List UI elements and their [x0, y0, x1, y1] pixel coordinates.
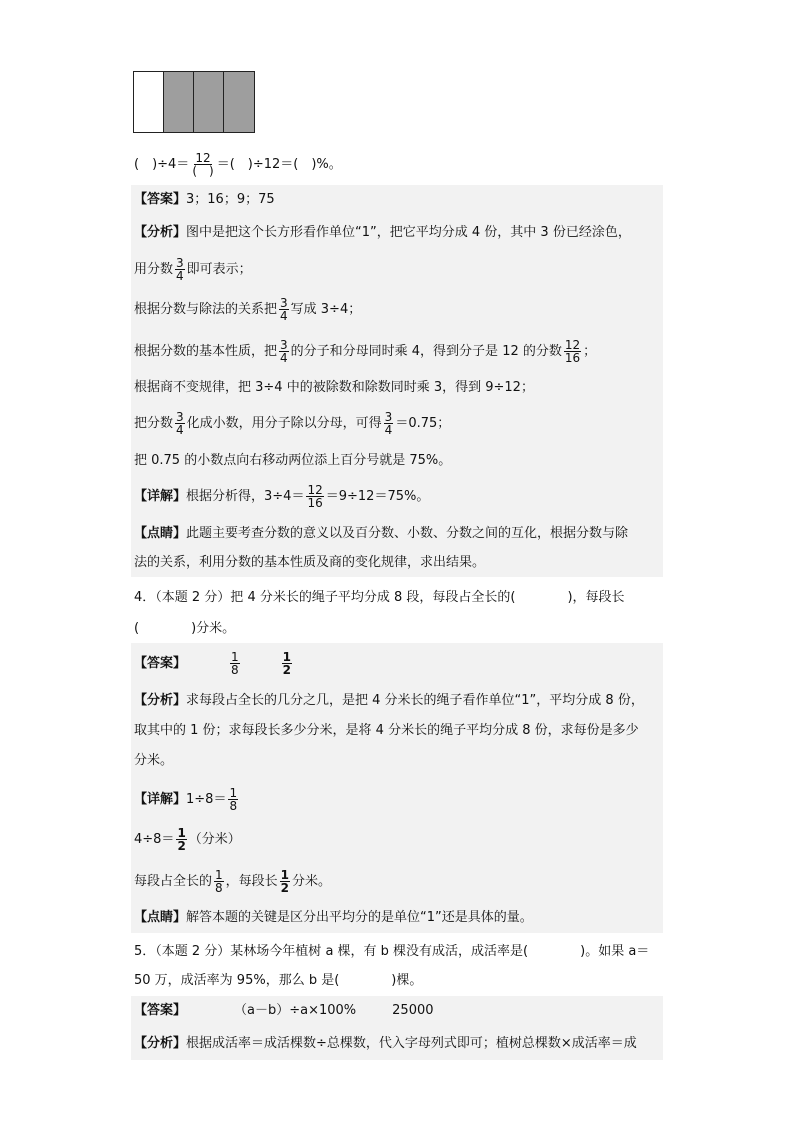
fraction: $\frac{12}{16}$ [307, 483, 323, 510]
fraction: $\frac{12}{( )}$ [192, 151, 214, 178]
fraction: $\frac{3}{4}$ [280, 296, 288, 323]
q3-analysis-line-2: 用分数 $\frac{3}{4}$ 即可表示； [134, 256, 252, 283]
q3-comment-line-1: 【点睛】此题主要考查分数的意义以及百分数、小数、分数之间的互化，根据分数与除 [134, 526, 629, 541]
q4-detail-line-3: 每段占全长的 $\frac{1}{8}$ ，每段长 $\frac{1}{2}$ 分米。 [134, 868, 332, 895]
q4-analysis-line-2: 取其中的 1 份；求每段长多少分米，是将 4 分米长的绳子平均分成 8 份，求每份是多少 [134, 723, 639, 738]
analysis-label: 【分析】 [134, 693, 187, 708]
answer-label: 【答案】 [134, 656, 187, 671]
q3-comment-line-2: 法的关系，利用分数的基本性质及商的变化规律，求出结果。 [134, 555, 486, 570]
q3-detail: 【详解】根据分析得，3÷4＝ $\frac{12}{16}$ ＝9÷12＝75%。 [134, 483, 430, 510]
q3-analysis-line-3: 根据分数与除法的关系把 $\frac{3}{4}$ 写成 3÷4； [134, 296, 362, 323]
fraction: $\frac{1}{8}$ [231, 650, 239, 677]
detail-label: 【详解】 [134, 792, 187, 807]
q5-question-line-1: 5．（本题 2 分）某林场今年植树 a 棵，有 b 棵没有成活，成活率是( )。如果 a＝ [134, 944, 650, 959]
q4-question-line-1: 4．（本题 2 分）把 4 分米长的绳子平均分成 8 段，每段占全长的( )，每段长 [134, 590, 625, 605]
fraction: $\frac{3}{4}$ [176, 256, 184, 283]
q4-analysis-line-3: 分米。 [134, 753, 174, 768]
figure-part-shaded-1 [163, 71, 195, 133]
q3-analysis-line-7: 把 0.75 的小数点向右移动两位添上百分号就是 75%。 [134, 453, 452, 468]
comment-label: 【点睛】 [134, 526, 187, 541]
comment-label: 【点睛】 [134, 910, 187, 925]
detail-label: 【详解】 [134, 489, 187, 504]
q3-analysis-line-5: 根据商不变规律，把 3÷4 中的被除数和除数同时乘 3，得到 9÷12； [134, 380, 534, 395]
q3-answer: 【答案】3；16；9；75 [134, 192, 275, 207]
analysis-label: 【分析】 [134, 1036, 187, 1051]
fraction: $\frac{1}{8}$ [229, 786, 238, 813]
q5-answer: 【答案】 （a－b）÷a×100% 25000 [134, 1003, 434, 1018]
q3-question: ( )÷4＝ $\frac{12}{( )}$ ＝( )÷12＝( )%。 [134, 151, 342, 178]
q4-answer [134, 650, 294, 678]
fraction: $\frac{3}{4}$ [384, 410, 393, 437]
fraction: $\frac{3}{4}$ [176, 410, 184, 437]
q4-question-line-2: ( )分米。 [134, 621, 236, 636]
figure-part-white [133, 71, 165, 133]
fraction: $\frac{1}{8}$ [215, 868, 223, 895]
q4-detail-line-1: 【详解】1÷8＝ $\frac{1}{8}$ [134, 786, 238, 813]
q5-analysis-line-1: 【分析】根据成活率＝成活棵数÷总棵数，代入字母列式即可；植树总棵数×成活率＝成 [134, 1036, 637, 1051]
figure-part-shaded-2 [193, 71, 225, 133]
q4-analysis-line-1: 【分析】求每段占全长的几分之几，是把 4 分米长的绳子看作单位“1”，平均分成 8 份， [134, 693, 644, 708]
q3-analysis-line-1: 【分析】图中是把这个长方形看作单位“1”，把它平均分成 4 份，其中 3 份已经涂色， [134, 225, 631, 240]
analysis-label: 【分析】 [134, 225, 187, 240]
fraction: $\frac{1}{2}$ [280, 868, 290, 895]
q4-comment: 【点睛】解答本题的关键是区分出平均分的是单位“1”还是具体的量。 [134, 910, 533, 925]
q3-analysis-line-6: 把分数 $\frac{3}{4}$ 化成小数，用分子除以分母，可得 $\frac{3}{4}$ ＝0.75； [134, 410, 451, 437]
q4-detail-line-2: 4÷8＝ $\frac{1}{2}$ （分米） [134, 826, 241, 853]
q5-question-line-2: 50 万，成活率为 95%，那么 b 是( )棵。 [134, 973, 423, 988]
fraction: $\frac{12}{16}$ [564, 338, 581, 365]
fraction: $\frac{1}{2}$ [177, 826, 186, 853]
fraction: $\frac{3}{4}$ [280, 338, 288, 365]
figure-part-shaded-3 [223, 71, 255, 133]
q3-analysis-line-4: 根据分数的基本性质，把 $\frac{3}{4}$ 的分子和分母同时乘 4，得到分子是 12 的分数 $\frac{12}{16}$ ； [134, 338, 597, 365]
answer-label: 【答案】 [134, 192, 187, 207]
fraction: $\frac{1}{2}$ [282, 650, 292, 677]
answer-label: 【答案】 [134, 1003, 187, 1018]
